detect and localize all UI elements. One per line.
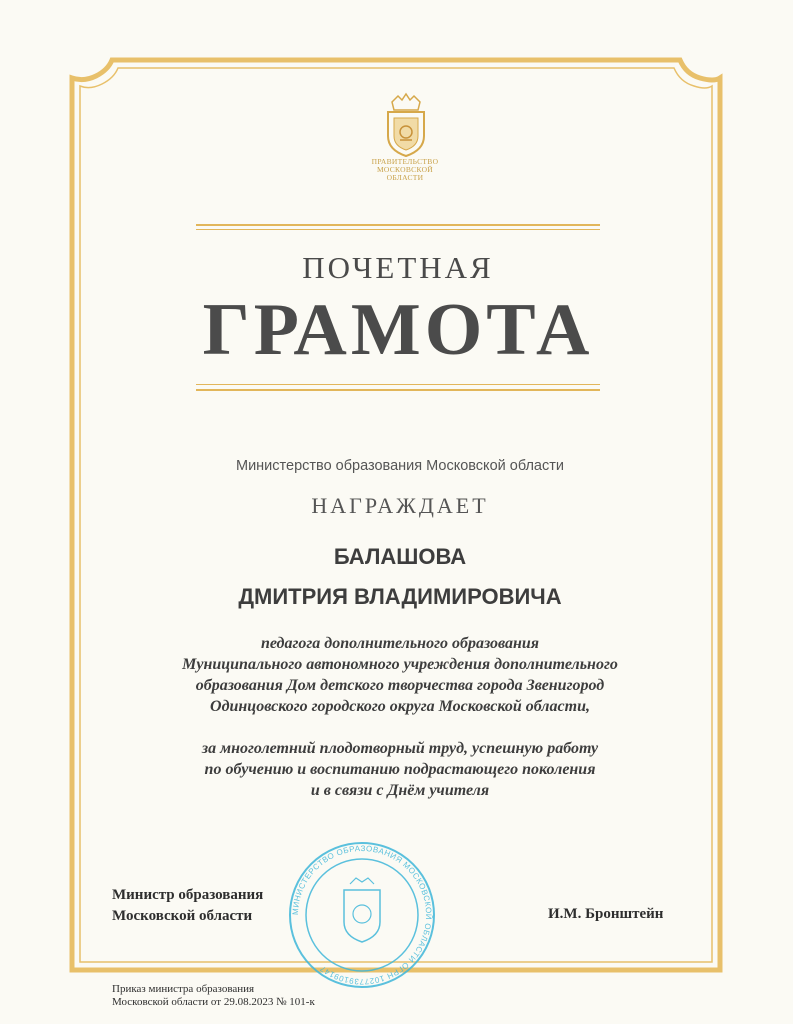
caption-line: ОБЛАСТИ xyxy=(386,173,424,182)
government-caption xyxy=(330,158,480,182)
issuer-text: Министерство образования Московской области xyxy=(236,458,564,474)
position-line: образования Дом детского творчества города Звенигород xyxy=(195,677,605,694)
signer-title-line: Московской области xyxy=(112,908,253,924)
title-line-2: ГРАМОТА xyxy=(202,289,594,371)
gold-rule-bottom xyxy=(196,389,600,391)
order-line: Московской области от 29.08.2023 № 101-к xyxy=(112,996,315,1008)
recipient-surname: БАЛАШОВА xyxy=(333,544,467,569)
svg-text:МИНИСТЕРСТВО ОБРАЗОВАНИЯ МОСКО xyxy=(291,844,433,986)
stamp-text: МИНИСТЕРСТВО ОБРАЗОВАНИЯ МОСКОВСКОЙ ОБЛАСТИ ОГРН 1027739109147 xyxy=(290,843,434,987)
recipient-position xyxy=(100,633,700,717)
gold-rule-top-thin xyxy=(196,229,600,230)
position-line: Муниципального автономного учреждения дополнительного xyxy=(182,656,618,673)
reason-line: и в связи с Днём учителя xyxy=(310,782,490,799)
official-stamp xyxy=(282,840,442,990)
reason-line: по обучению и воспитанию подрастающего поколения xyxy=(204,761,596,778)
gold-rule-top xyxy=(196,224,600,226)
order-reference xyxy=(112,983,315,1009)
signer-title-line: Министр образования xyxy=(112,887,264,903)
order-line: Приказ министра образования xyxy=(112,983,255,995)
title-line-1: ПОЧЕТНАЯ xyxy=(302,250,494,285)
gold-rule-bottom-thin xyxy=(196,384,600,385)
recipient-given-names: ДМИТРИЯ ВЛАДИМИРОВИЧА xyxy=(238,584,562,609)
reason-line: за многолетний плодотворный труд, успешную работу xyxy=(201,740,599,757)
caption-line: МОСКОВСКОЙ xyxy=(376,165,434,174)
position-line: педагога дополнительного образования xyxy=(260,635,540,652)
moscow-region-emblem-icon xyxy=(378,92,434,158)
caption-line: ПРАВИТЕЛЬСТВО xyxy=(371,157,439,166)
award-reason xyxy=(100,738,700,801)
signer-name: И.М. Бронштейн xyxy=(548,906,664,922)
awards-text: НАГРАЖДАЕТ xyxy=(311,493,489,518)
signer-title xyxy=(112,885,263,927)
position-line: Одинцовского городского округа Московской области, xyxy=(210,698,590,715)
